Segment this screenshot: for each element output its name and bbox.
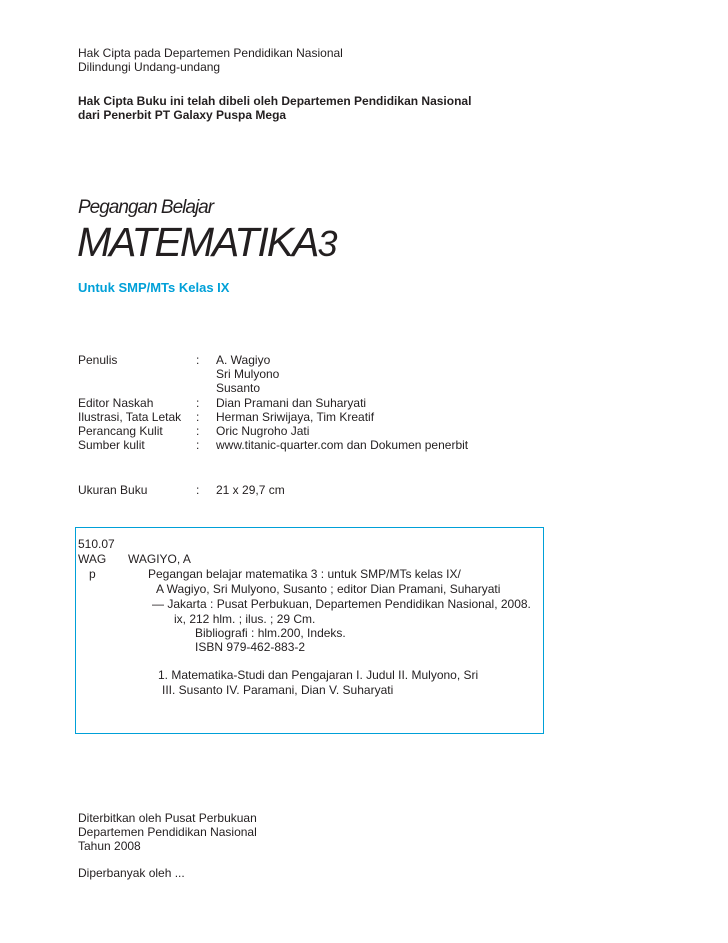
purchase-notice [78,94,471,122]
credit-separator: : [196,438,200,452]
purchase-line-1: Hak Cipta Buku ini telah dibeli oleh Departemen Pendidikan Nasional [78,94,472,108]
catalog-class-number: 510.07 [78,537,115,551]
credit-label: Sumber kulit [78,438,145,452]
catalog-responsibility: A Wagiyo, Sri Mulyono, Susanto ; editor Dian Pramani, Suharyati [156,582,501,596]
credit-value: Dian Pramani dan Suharyati [216,396,367,410]
publisher-line-3: Tahun 2008 [78,839,141,853]
catalog-isbn: ISBN 979-462-883-2 [195,640,306,654]
catalog-author: WAGIYO, A [128,552,191,566]
catalog-subjects-line-2: III. Susanto IV. Paramani, Dian V. Suharyati [162,683,394,697]
credit-separator: : [196,396,200,410]
book-title-text: MATEMATIKA [77,219,318,265]
book-volume: 3 [317,223,338,264]
book-target-audience: Untuk SMP/MTs Kelas IX [78,280,230,295]
credit-separator: : [196,410,200,424]
credit-value: Oric Nugroho Jati [216,424,310,438]
credit-separator: : [196,424,200,438]
credit-separator: : [196,483,200,497]
catalog-bibliography: Bibliografi : hlm.200, Indeks. [195,626,346,640]
copyright-line-1: Hak Cipta pada Departemen Pendidikan Nasional [78,46,343,60]
credit-value: A. Wagiyo [216,353,271,367]
catalog-subjects-line-1: 1. Matematika-Studi dan Pengajaran I. Judul II. Mulyono, Sri [158,668,479,682]
catalog-title-code: p [89,567,96,581]
catalog-physical-description: ix, 212 hlm. ; ilus. ; 29 Cm. [174,612,316,626]
publisher-info [78,811,257,853]
credit-label: Ilustrasi, Tata Letak [78,410,182,424]
publisher-line-2: Departemen Pendidikan Nasional [78,825,257,839]
catalog-publication: — Jakarta : Pusat Perbukuan, Departemen Pendidikan Nasional, 2008. [152,597,531,611]
credit-value: Sri Mulyono [216,367,280,381]
credit-value: 21 x 29,7 cm [216,483,285,497]
credit-value: www.titanic-quarter.com dan Dokumen penerbit [216,438,469,452]
credit-label: Ukuran Buku [78,483,148,497]
book-subtitle: Pegangan Belajar [78,197,214,218]
credit-label: Editor Naskah [78,396,154,410]
credit-values [216,353,279,395]
credit-value: Susanto [216,381,261,395]
credit-label: Perancang Kulit [78,424,163,438]
catalog-author-code: WAG [78,552,107,566]
book-title [77,219,337,267]
publisher-line-1: Diterbitkan oleh Pusat Perbukuan [78,811,257,825]
reprint-notice: Diperbanyak oleh ... [78,866,185,880]
credit-value: Herman Sriwijaya, Tim Kreatif [216,410,375,424]
copyright-notice [78,46,343,74]
credit-separator: : [196,353,200,367]
credit-label: Penulis [78,353,118,367]
copyright-line-2: Dilindungi Undang-undang [78,60,221,74]
catalog-title: Pegangan belajar matematika 3 : untuk SMP/MTs kelas IX/ [148,567,461,581]
purchase-line-2: dari Penerbit PT Galaxy Puspa Mega [78,108,287,122]
